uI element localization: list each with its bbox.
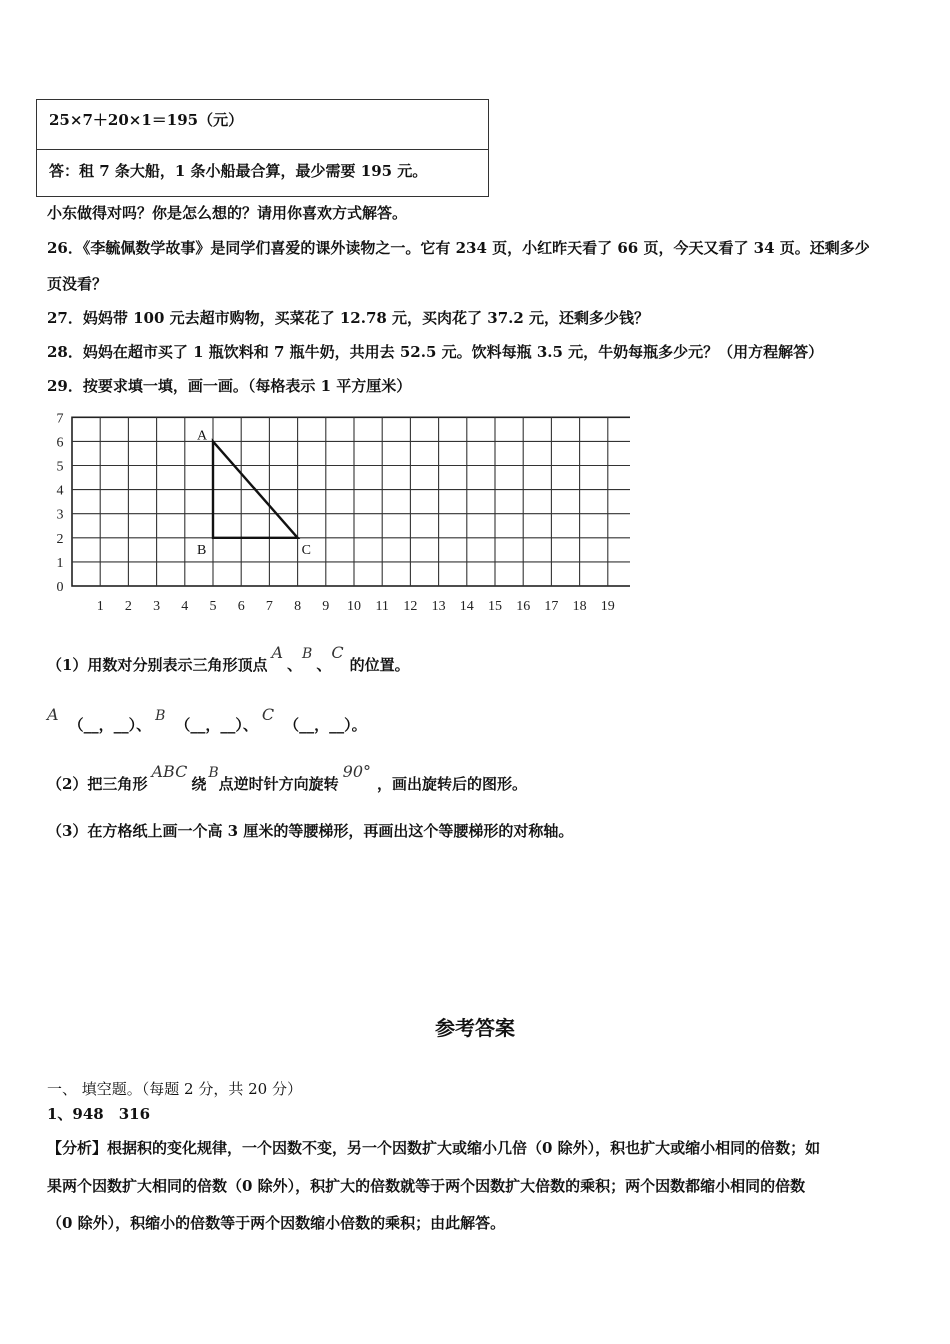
x-tick-label: 5: [209, 599, 217, 614]
sub1-c: C: [331, 643, 344, 662]
answer-box: [36, 99, 489, 197]
ans-c-label: C: [261, 705, 275, 724]
x-tick-label: 9: [322, 599, 330, 614]
analysis-line-3: （0 除外），积缩小的倍数等于两个因数缩小倍数的乘积；由此解答。: [47, 1214, 506, 1232]
q25-tail: 小东做得对吗？你是怎么想的？请用你喜欢方式解答。: [47, 204, 408, 222]
analysis-line-2: 果两个因数扩大相同的倍数（0 除外），积扩大的倍数就等于两个因数扩大倍数的乘积；两个因数都缩小相同的倍数: [47, 1177, 806, 1195]
q26-line2: 页没看？: [47, 275, 108, 293]
x-tick-label: 13: [431, 599, 446, 614]
sub1-suffix: 的位置。: [349, 656, 410, 674]
sub2-line: [47, 762, 528, 794]
sub1-b: B: [302, 646, 313, 662]
vertex-label-b: B: [197, 542, 207, 558]
sub1-sep1: 、: [287, 656, 303, 674]
x-tick-label: 19: [600, 599, 615, 614]
x-tick-label: 11: [375, 599, 389, 614]
x-tick-label: 15: [488, 599, 502, 614]
q26-line1: 26．《李毓佩数学故事》是同学们喜爱的课外读物之一。它有 234 页，小红昨天看了 66 页，今天又看了 34 页。还剩多少: [47, 239, 870, 257]
sub2-angle: 90°: [342, 762, 371, 781]
y-tick-label: 6: [56, 435, 64, 451]
sub2-mid1: 绕: [191, 775, 207, 793]
y-tick-label: 0: [56, 580, 64, 595]
x-tick-label: 2: [124, 599, 132, 614]
sub3: （3）在方格纸上画一个高 3 厘米的等腰梯形，再画出这个等腰梯形的对称轴。: [47, 822, 574, 840]
ans-a-blank[interactable]: （__，__）、: [68, 716, 152, 734]
sub1-line: [47, 643, 410, 675]
x-tick-label: 8: [294, 599, 302, 614]
x-tick-label: 12: [403, 599, 418, 614]
x-tick-label: 10: [347, 599, 361, 614]
y-tick-label: 3: [56, 507, 64, 523]
answer-item-1: 1、948 316: [47, 1105, 151, 1123]
grid-border: [72, 417, 630, 586]
q29: 29．按要求填一填，画一画。（每格表示 1 平方厘米）: [47, 377, 412, 395]
x-tick-label: 1: [96, 599, 104, 614]
sub2-abc: ABC: [151, 762, 188, 781]
y-tick-label: 4: [56, 483, 64, 499]
analysis-line-1: 【分析】根据积的变化规律，一个因数不变，另一个因数扩大或缩小几倍（0 除外），积也扩大或缩小相同的倍数；如: [47, 1139, 821, 1157]
box-row-answer: 答：租 7 条大船，1 条小船最合算，最少需要 195 元。: [49, 162, 428, 180]
x-tick-label: 7: [265, 599, 273, 614]
y-tick-label: 1: [56, 555, 64, 571]
sub2-b: B: [208, 765, 219, 781]
ans-b-blank[interactable]: （__，__）、: [175, 716, 258, 734]
sub1-a: A: [271, 643, 284, 662]
box-row-equation: 25×7＋20×1＝195（元）: [37, 100, 488, 150]
x-tick-label: 18: [572, 599, 587, 614]
sub2-suffix: ，画出旋转后的图形。: [377, 775, 528, 793]
y-tick-label: 2: [56, 531, 64, 547]
y-tick-label: 7: [56, 411, 64, 427]
sub1-sep2: 、: [316, 656, 332, 674]
answers-title: 参考答案: [435, 1016, 515, 1040]
q28: 28．妈妈在超市买了 1 瓶饮料和 7 瓶牛奶，共用去 52.5 元。饮料每瓶 3.5 元，牛奶每瓶多少元？（用方程解答）: [47, 343, 824, 361]
vertex-label-a: A: [197, 428, 208, 444]
x-tick-label: 14: [459, 599, 474, 614]
x-tick-label: 4: [181, 599, 189, 614]
ans-a-label: A: [47, 705, 59, 724]
x-tick-label: 16: [516, 599, 531, 614]
sub1-answer-line: [47, 705, 367, 735]
q27: 27．妈妈带 100 元去超市购物，买菜花了 12.78 元，买肉花了 37.2 元，还剩多少钱？: [47, 309, 650, 327]
vertex-label-c: C: [301, 542, 311, 558]
sub2-mid2: 点逆时针方向旋转: [218, 775, 339, 793]
coordinate-grid: [40, 405, 630, 620]
section1-heading: 一、 填空题。（每题 2 分，共 20 分）: [47, 1080, 302, 1098]
sub1-prefix: （1）用数对分别表示三角形顶点: [47, 656, 268, 674]
x-tick-label: 17: [544, 599, 559, 614]
x-tick-label: 6: [237, 599, 245, 614]
ans-b-label: B: [155, 708, 166, 724]
x-tick-label: 3: [153, 599, 161, 614]
ans-c-blank[interactable]: （__，__）。: [284, 716, 367, 734]
sub2-prefix: （2）把三角形: [47, 775, 148, 793]
y-tick-label: 5: [56, 459, 64, 475]
